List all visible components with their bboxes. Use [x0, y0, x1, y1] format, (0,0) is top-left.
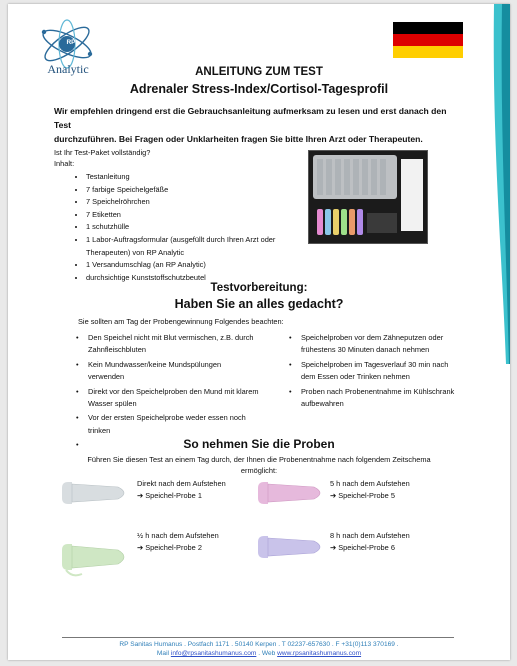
logo-badge: RP	[66, 39, 76, 46]
sample-2	[137, 530, 219, 554]
list-item: • durchsichtige Kunststoffschutzbeutel	[86, 272, 304, 285]
sample-tube-5-icon	[254, 478, 330, 508]
samples-lead-1: Führen Sie diesen Test an einem Tag durch, der Ihnen die Probenentnahme nach folgendem Zeitschema	[87, 455, 431, 464]
sample-tube-1-icon	[58, 478, 134, 508]
package-question: Ist Ihr Test-Paket vollständig?	[54, 148, 151, 157]
prep-list-left	[74, 332, 259, 451]
test-kit-photo	[308, 150, 428, 244]
prep-heading-1: Testvorbereitung:	[210, 282, 308, 294]
footer-address: RP Sanitas Humanus . Postfach 1171 . 50140 Kerpen . T 02237-657630 . F +31(0)113 370169 .	[119, 641, 399, 648]
document-page	[8, 4, 510, 660]
sample-time: ½ h nach dem Aufstehen	[137, 531, 219, 540]
sample-label: ➔ Speichel-Probe 1	[137, 491, 202, 500]
list-item: • Speichelproben vor dem Zähneputzen oder frühestens 30 Minuten danach nehmen	[287, 332, 462, 357]
logo-text: Analytic	[47, 62, 89, 76]
intro-line-1: Wir empfehlen dringend erst die Gebrauchsanleitung aufmerksam zu lesen und erst danach den Test	[54, 106, 447, 130]
list-item: • Testanleitung	[86, 171, 304, 184]
list-item: • Proben nach Probenentnahme im Kühlschrank aufbewahren	[287, 386, 462, 411]
package-content-label: Inhalt:	[54, 159, 75, 168]
sample-time: Direkt nach dem Aufstehen	[137, 479, 226, 488]
prep-list-right	[287, 332, 462, 410]
sample-1	[137, 478, 226, 502]
list-item: • Den Speichel nicht mit Blut vermischen, z.B. durch Zahnfleischbluten	[74, 332, 259, 357]
footer-web-link[interactable]: www.rpsanitashumanus.com	[277, 650, 362, 657]
list-item: • 1 schutzhülle	[86, 221, 304, 234]
page-title: ANLEITUNG ZUM TEST	[195, 66, 323, 78]
page-subtitle: Adrenaler Stress-Index/Cortisol-Tagesprofil	[129, 82, 389, 96]
samples-lead-2: ermöglicht:	[240, 466, 278, 475]
sample-5	[330, 478, 410, 502]
prep-heading-2: Haben Sie an alles gedacht?	[174, 297, 344, 311]
list-item: • Kein Mundwasser/keine Mundspülungen verwenden	[74, 359, 259, 384]
sample-time: 5 h nach dem Aufstehen	[330, 479, 410, 488]
footer-mail-prefix: Mail	[156, 650, 170, 657]
list-item: • 1 Versandumschlag (an RP Analytic)	[86, 259, 304, 272]
list-item: • Direkt vor den Speichelproben den Mund mit klarem Wasser spülen	[74, 386, 259, 411]
package-list	[54, 171, 304, 284]
list-item: • 7 Etiketten	[86, 209, 304, 222]
german-flag-icon	[393, 22, 463, 58]
sample-label: ➔ Speichel-Probe 2	[137, 543, 202, 552]
list-item: • 7 Speichelröhrchen	[86, 196, 304, 209]
sample-6	[330, 530, 410, 554]
footer-web-prefix: . Web	[258, 650, 276, 657]
footer-contact	[8, 650, 510, 657]
samples-heading: So nehmen Sie die Proben	[183, 437, 335, 451]
list-item: • Speichelproben im Tagesverlauf 30 min nach dem Essen oder Trinken nehmen	[287, 359, 462, 384]
sample-tube-6-icon	[254, 532, 330, 562]
sample-time: 8 h nach dem Aufstehen	[330, 531, 410, 540]
footer-email-link[interactable]: info@rpsanitashumanus.com	[170, 650, 257, 657]
footer-divider	[62, 637, 454, 638]
sample-label: ➔ Speichel-Probe 6	[330, 543, 395, 552]
sample-tube-2-icon	[58, 538, 134, 582]
intro-text	[54, 104, 454, 146]
sample-label: ➔ Speichel-Probe 5	[330, 491, 395, 500]
intro-line-2: durchzuführen. Bei Fragen oder Unklarheiten fragen Sie bitte Ihren Arzt oder Therapeuten.	[54, 134, 423, 144]
list-item: • Vor der ersten Speichelprobe weder essen noch trinken	[74, 412, 259, 437]
list-item: • 7 farbige Speichelgefäße	[86, 184, 304, 197]
list-item: • 1 Labor-Auftragsformular (ausgefüllt durch Ihren Arzt oder Therapeuten) von RP Analytic	[86, 234, 304, 259]
prep-lead: Sie sollten am Tag der Probengewinnung Folgendes beachten:	[78, 317, 284, 326]
